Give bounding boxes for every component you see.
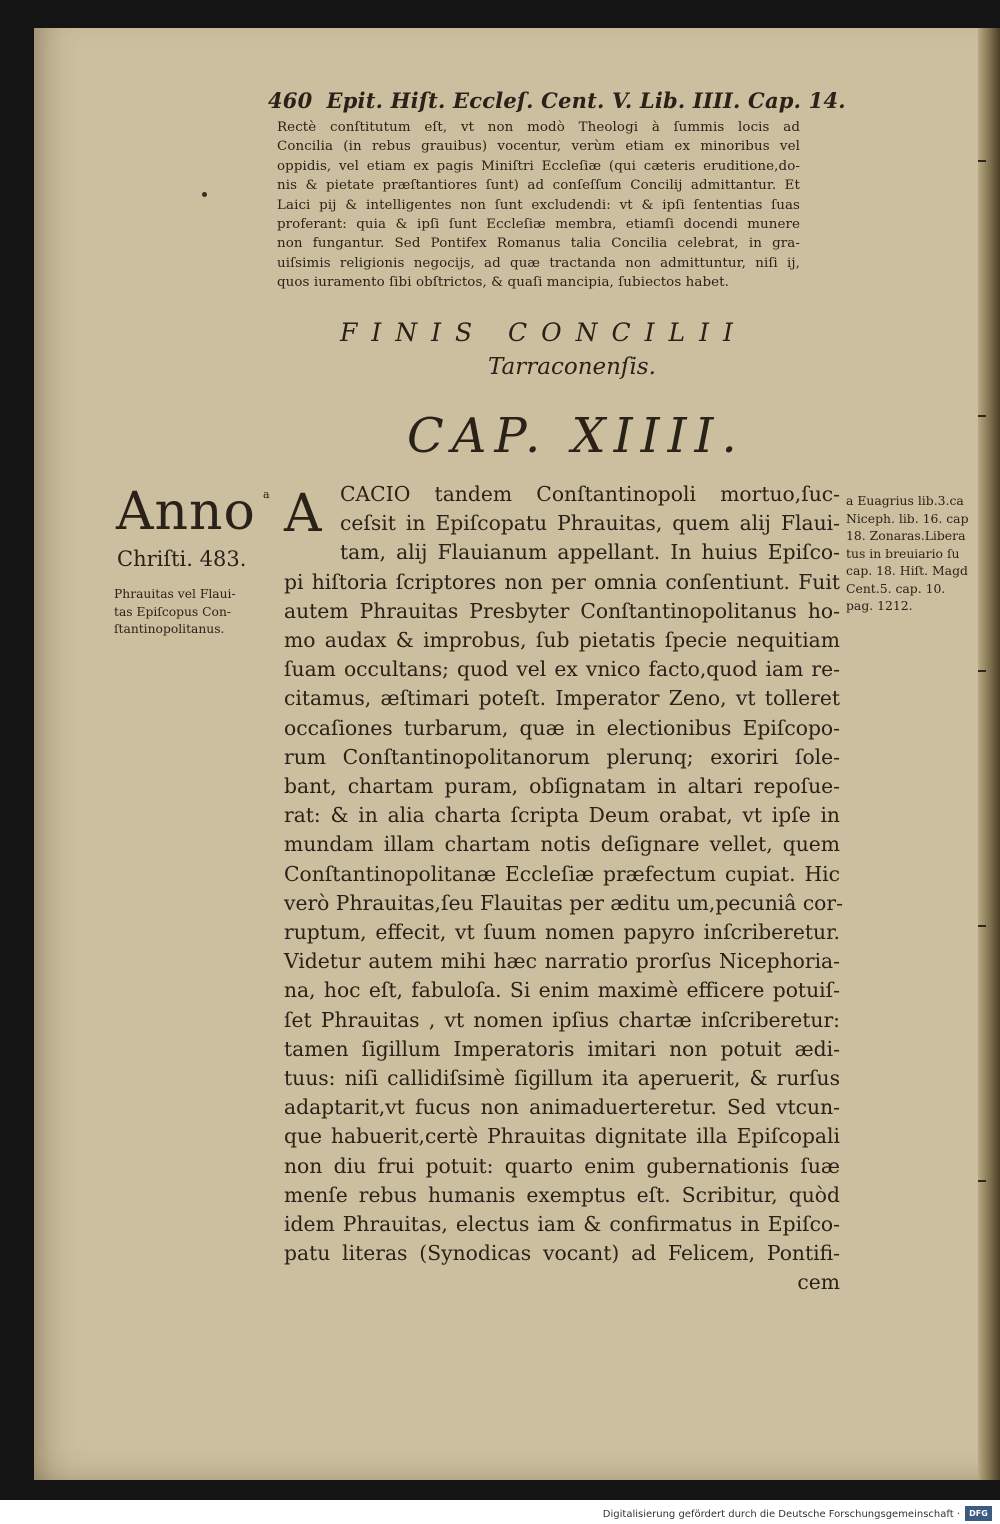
finis-subheading: Tarraconenſis.: [488, 354, 656, 380]
text-line: ceſsit in Epiſcopatu Phrauitas, quem alij Flaui-: [340, 511, 840, 536]
text-line: Conſtantinopolitanæ Eccleſiæ præfectum cupiat. Hic: [284, 861, 840, 886]
drop-cap: A: [284, 484, 322, 544]
margin-note-left: [114, 586, 272, 639]
text-line: rum Conſtantinopolitanorum plerunq; exoriri ſole-: [284, 744, 840, 769]
reference-line: 18. Zonaras.Libera: [846, 528, 966, 543]
margin-anno: Anno: [116, 482, 256, 542]
main-text: [284, 480, 843, 1298]
text-line: tuus: niſi callidiſsimè ſigillum ita aperuerit, & rurſus: [284, 1066, 840, 1091]
text-line: idem Phrauitas, electus iam & confirmatus in Epiſco-: [284, 1212, 840, 1237]
reference-line: a Euagrius lib.3.ca: [846, 493, 964, 508]
text-line: Rectè conſtitutum eſt, vt non modò Theologi à ſummis locis ad: [277, 120, 800, 135]
text-line: CACIO tandem Conſtantinopoli mortuo,ſuc-: [340, 482, 840, 506]
text-line: non diu frui potuit: quarto enim gubernationis ſuæ: [284, 1153, 840, 1178]
reference-line: cap. 18. Hiſt. Magd: [846, 563, 968, 578]
page-edge: [978, 28, 1000, 1480]
top-paragraph: [277, 118, 800, 293]
text-line: occaſiones turbarum, quæ in electionibus Epiſcopo-: [284, 715, 840, 740]
text-line: tamen ſigillum Imperatoris imitari non potuit ædi-: [284, 1036, 840, 1061]
text-line: ſet Phrauitas , vt nomen ipſius chartæ inſcriberetur:: [284, 1007, 840, 1032]
text-line: tam, alij Flauianum appellant. In huius Epiſco-: [340, 540, 840, 565]
running-header: [268, 88, 846, 113]
text-line: Videtur autem mihi hæc narratio prorſus Nicephoria-: [284, 949, 840, 974]
footnote-marker: a: [263, 488, 270, 501]
ink-dot: [202, 192, 207, 197]
margin-note-right: [846, 492, 1000, 615]
text-line: quos iuramento ſibi obſtrictos, & quaſi mancipia, ſubiectos habet.: [277, 275, 730, 291]
text-line: mundam illam chartam notis deſignare vellet, quem: [284, 832, 840, 857]
text-line: autem Phrauitas Presbyter Conſtantinopolitanus ho-: [284, 598, 840, 623]
text-line: na, hoc eſt, fabuloſa. Si enim maximè efficere potuiſ-: [284, 978, 840, 1003]
text-line: oppidis, vel etiam ex pagis Miniſtri Eccleſiæ (qui cæteris eruditione,do-: [277, 158, 800, 174]
reference-line: Niceph. lib. 16. cap: [846, 510, 969, 526]
text-line: rat: & in alia charta ſcripta Deum orabat, vt ipſe in: [284, 803, 840, 828]
margin-note-line: tas Epiſcopus Con-: [114, 604, 232, 619]
chapter-title: CAP. XIIII.: [407, 408, 745, 464]
text-line: verò Phrauitas,ſeu Flauitas per æditu um,pecuniâ cor-: [284, 890, 843, 915]
text-line: mo audax & improbus, ſub pietatis ſpecie nequitiam: [284, 628, 840, 653]
text-line: pi hiſtoria ſcriptores non per omnia conſentiunt. Fuit: [284, 569, 840, 594]
text-line: proferant: quia & ipſi ſunt Eccleſiæ membra, etiamſi docendi munere: [277, 217, 800, 233]
ruler-tick: [978, 670, 986, 672]
catchword: cem: [797, 1270, 840, 1295]
ruler-tick: [978, 925, 986, 927]
text-line: non fungantur. Sed Pontifex Romanus talia Concilia celebrat, in gra-: [277, 236, 800, 252]
text-line: uiſsimis religionis negocijs, ad quæ tractanda non admittuntur, niſi ij,: [277, 255, 800, 271]
page-number: 460: [268, 88, 313, 113]
text-line: patu literas (Synodicas vocant) ad Felicem, Pontifi-: [284, 1241, 840, 1266]
margin-note-line: ſtantinopolitanus.: [114, 622, 225, 636]
ruler-tick: [978, 1180, 986, 1182]
reference-line: Cent.5. cap. 10.: [846, 580, 946, 596]
reference-line: tus in breuiario ſu: [846, 545, 960, 561]
text-line: ſuam occultans; quod vel ex vnico facto,quod iam re-: [284, 657, 840, 682]
text-line: ruptum, effecit, vt ſuum nomen papyro inſcriberetur.: [284, 920, 840, 945]
ruler-tick: [978, 415, 986, 417]
text-line: bant, chartam puram, obſignatam in altari repoſue-: [284, 774, 840, 799]
margin-year: Chriſti. 483.: [117, 547, 247, 571]
text-line: menſe rebus humanis exemptus eſt. Scribitur, quòd: [284, 1182, 840, 1207]
finis-heading: FINIS CONCILII: [340, 318, 747, 347]
dfg-logo: DFG: [965, 1506, 992, 1521]
margin-note-line: Phrauitas vel Flaui-: [114, 587, 236, 601]
text-line: que habuerit,certè Phrauitas dignitate illa Epiſcopali: [284, 1124, 840, 1149]
text-line: adaptarit,vt fucus non animaduerteretur. Sed vtcun-: [284, 1095, 840, 1120]
text-line: Concilia (in rebus grauibus) vocentur, verùm etiam ex minoribus vel: [277, 139, 800, 155]
footer-credit: Digitalisierung gefördert durch die Deutsche Forschungsgemeinschaft ·: [602, 1509, 960, 1520]
text-line: nis & pietate præſtantiores ſunt) ad conſeſſum Concilij admittantur. Et: [277, 178, 800, 194]
text-line: Laici pij & intelligentes non ſunt excludendi: vt & ipſi ſententias ſuas: [277, 197, 800, 213]
running-title: Epit. Hiſt. Eccleſ. Cent. V. Lib. IIII. Cap. 14.: [326, 88, 846, 113]
text-line: citamus, æſtimari poteſt. Imperator Zeno, vt tolleret: [284, 686, 840, 711]
ruler-tick: [978, 160, 986, 162]
reference-line: pag. 1212.: [846, 598, 913, 613]
